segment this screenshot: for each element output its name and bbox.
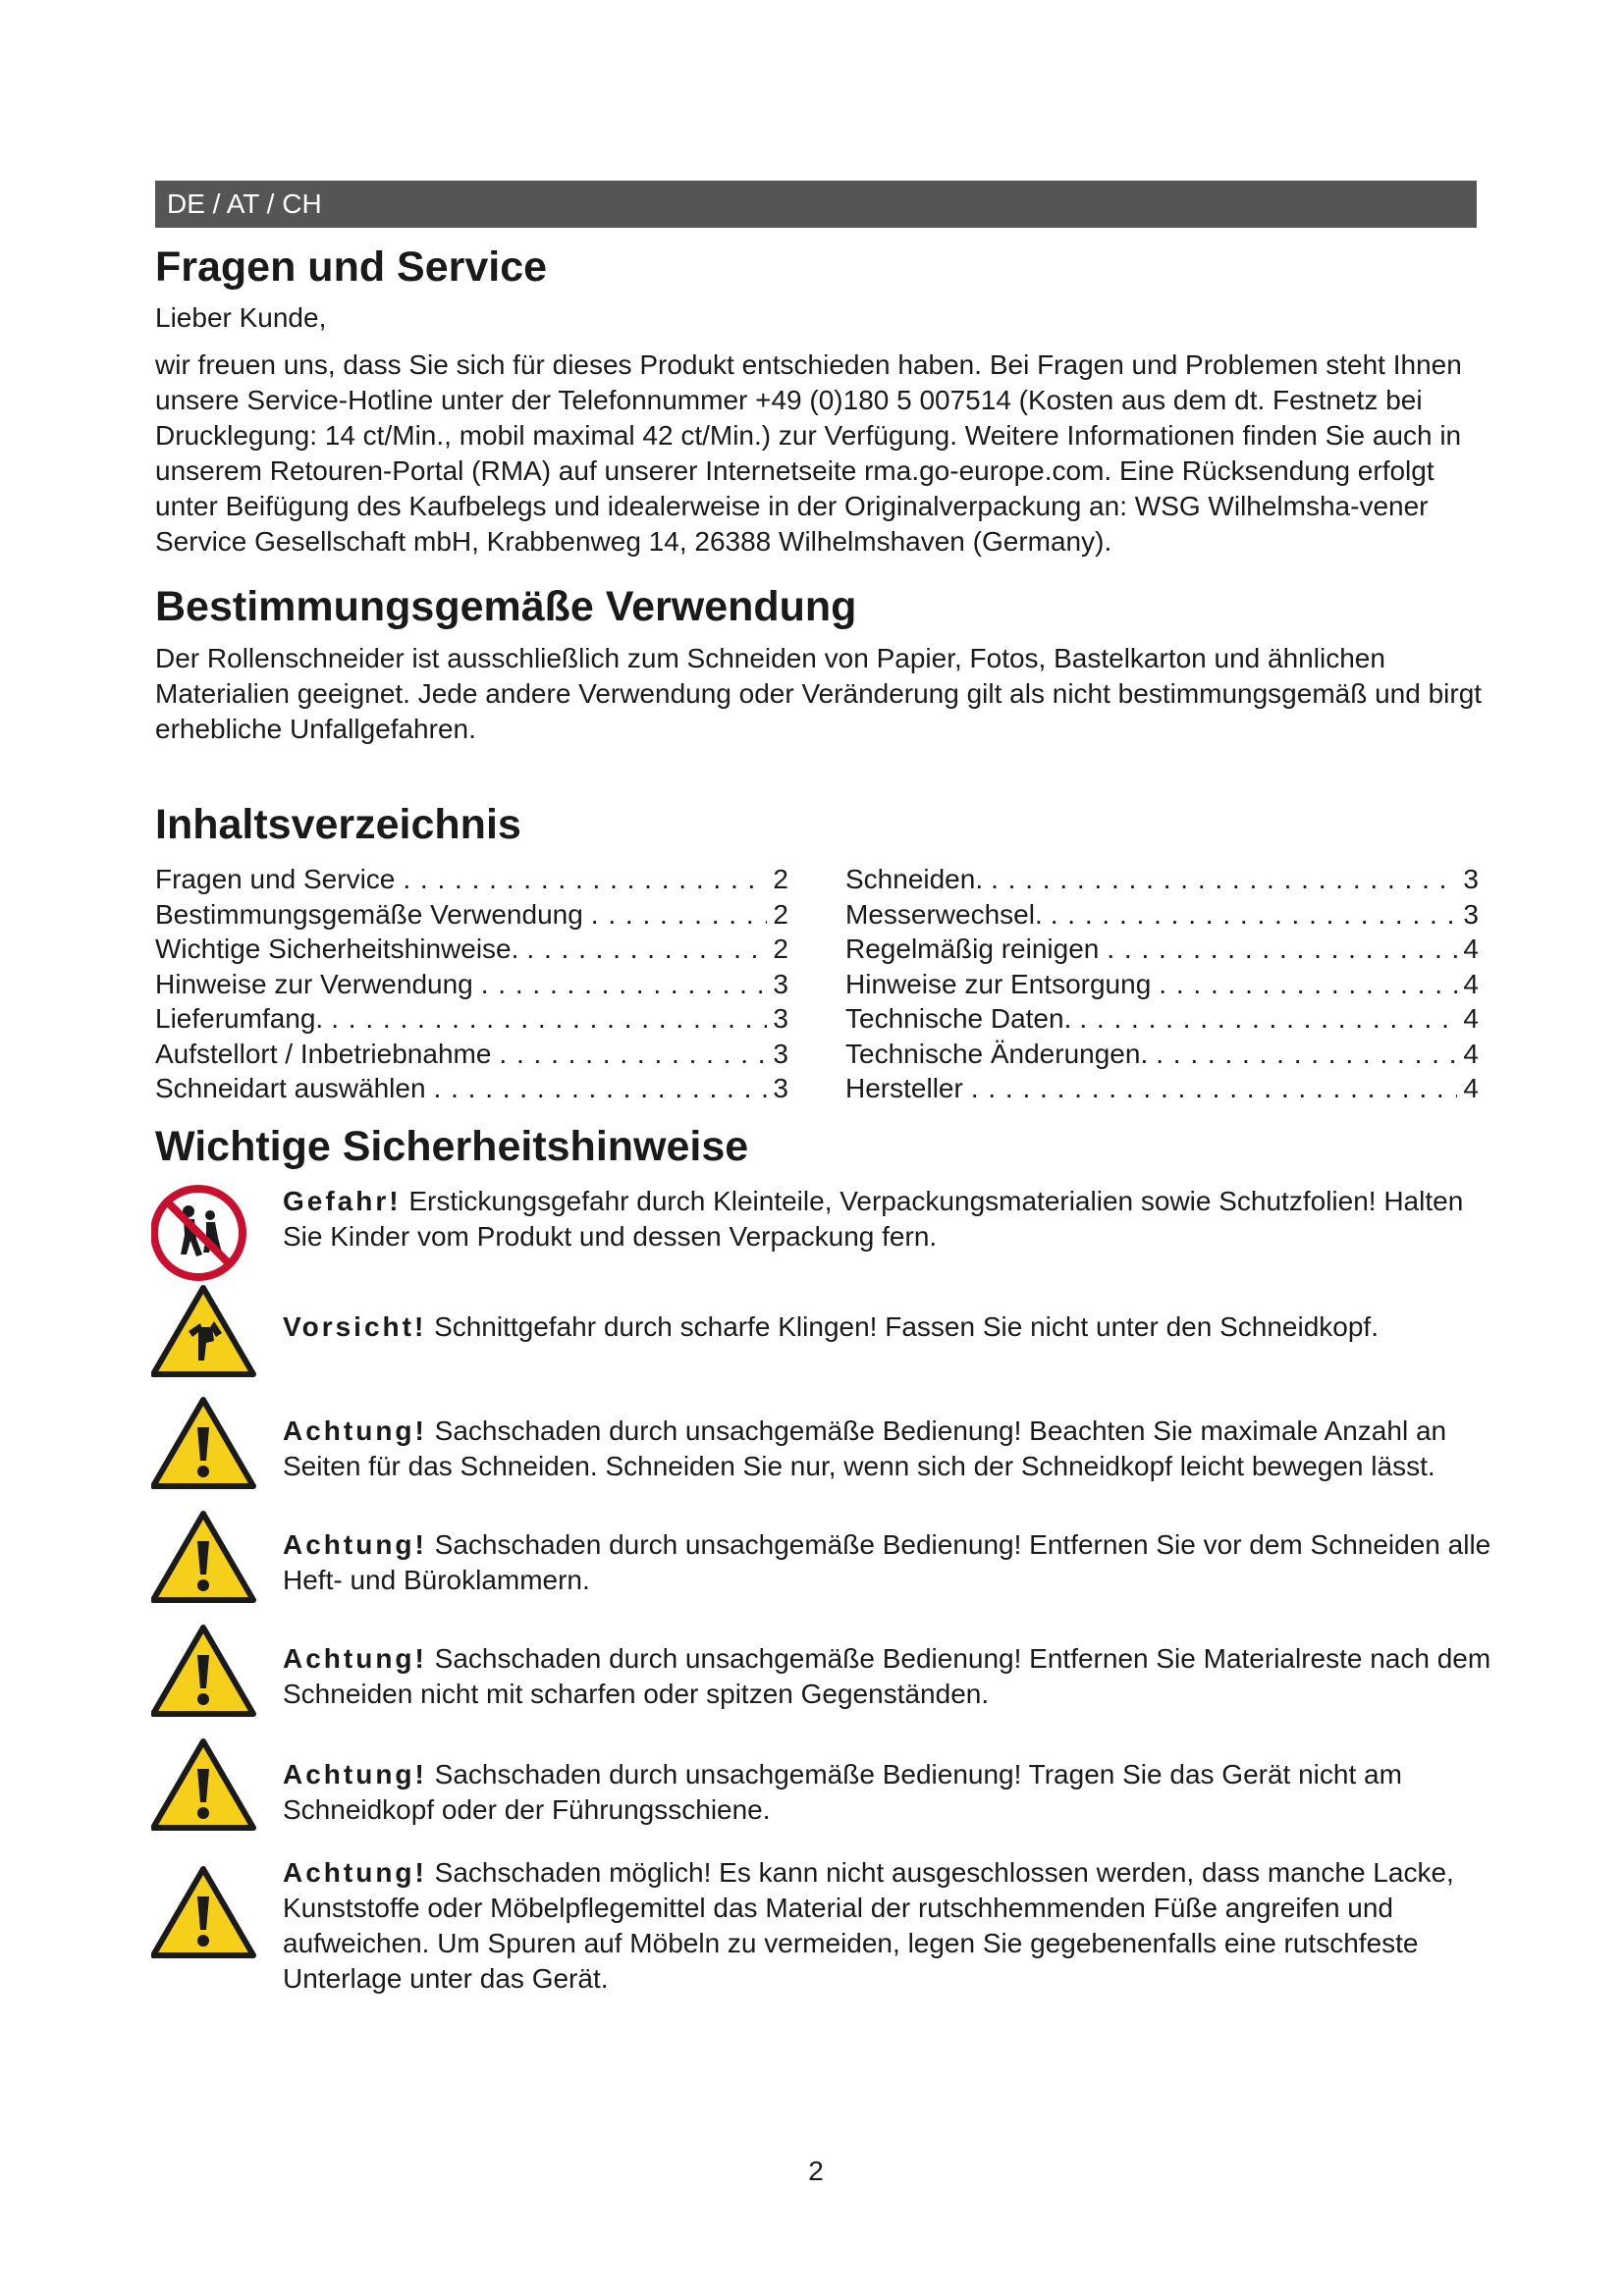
warning-text	[283, 1855, 1500, 1997]
toc-entry[interactable]: Wichtige Sicherheitshinweise. . . . 2	[155, 932, 788, 967]
warning-body: Sachschaden möglich! Es kann nicht ausgeschlossen werden, dass manche Lacke, Kunststoffe oder Möbelpflegemittel das Material der rutschhemmenden Füße angreifen und aufweichen. Um Spuren auf Möbeln zu vermeiden, legen Sie gegebenenfalls eine rutschfeste Unterlage unter das Gerät.	[283, 1857, 1454, 1994]
section-title-safety: Wichtige Sicherheitshinweise	[155, 1123, 749, 1170]
toc-entry[interactable]: Fragen und Service . . . 2	[155, 862, 788, 897]
warning-icon	[151, 1508, 259, 1606]
toc-entry[interactable]: Aufstellort / Inbetriebnahme . . . 3	[155, 1037, 788, 1072]
section-title-usage: Bestimmungsgemäße Verwendung	[155, 583, 857, 630]
warning-body: Erstickungsgefahr durch Kleinteile, Verpackungsmaterialien sowie Schutzfolien! Halten Sie Kinder vom Produkt und dessen Verpackung fern.	[283, 1186, 1464, 1252]
service-body: wir freuen uns, dass Sie sich für dieses Produkt entschieden haben. Bei Fragen und Problemen steht Ihnen unsere Service-Hotline unter der Telefonnummer +49 (0)180 5 007514 (Kosten aus dem dt. Festnetz bei Drucklegung: 14 ct/Min., mobil maximal 42 ct/Min.) zur Verfügung. Weitere Informationen finden Sie auch in unserem Retouren-Portal (RMA) auf unserer Internetseite rma.go-europe.com. Eine Rücksendung erfolgt unter Beifügung des Kaufbelegs und idealerweise in der Originalverpackung an: WSG Wilhelmsha-vener Service Gesellschaft mbH, Krabbenweg 14, 26388 Wilhelmshaven (Germany).	[155, 349, 1462, 557]
toc-entry[interactable]: Messerwechsel. . . . 3	[845, 897, 1479, 933]
warning-label: Achtung!	[283, 1643, 427, 1674]
warning-label: Achtung!	[283, 1759, 427, 1789]
warning-label: Achtung!	[283, 1529, 427, 1560]
toc-entry[interactable]: Lieferumfang. . . . 3	[155, 1001, 788, 1037]
warning-text	[283, 1757, 1500, 1828]
warning-body: Sachschaden durch unsachgemäße Bedienung! Entfernen Sie Materialreste nach dem Schneiden nicht mit scharfen oder spitzen Gegenständen.	[283, 1643, 1491, 1709]
toc-entry[interactable]: Hersteller . . . 4	[845, 1071, 1479, 1106]
warning-icon	[151, 1622, 259, 1720]
warning-icon	[151, 1735, 259, 1834]
cut-hazard-icon	[151, 1282, 259, 1380]
section-title-service: Fragen und Service	[155, 243, 548, 291]
warning-text	[283, 1414, 1500, 1484]
warning-label: Achtung!	[283, 1415, 427, 1446]
warning-body: Schnittgefahr durch scharfe Klingen! Fassen Sie nicht unter den Schneidkopf.	[434, 1311, 1379, 1342]
toc-entry[interactable]: Hinweise zur Entsorgung . . . 4	[845, 967, 1479, 1002]
warning-text	[283, 1527, 1500, 1598]
warning-label: Vorsicht!	[283, 1311, 427, 1342]
warning-body: Sachschaden durch unsachgemäße Bedienung! Beachten Sie maximale Anzahl an Seiten für das Schneiden. Schneiden Sie nur, wenn sich der Schneidkopf leicht bewegen lässt.	[283, 1415, 1447, 1481]
warning-text	[283, 1641, 1500, 1712]
toc-entry[interactable]: Technische Daten. . . . 4	[845, 1001, 1479, 1037]
warning-text	[283, 1309, 1500, 1345]
warning-label: Gefahr!	[283, 1186, 402, 1216]
service-greeting: Lieber Kunde,	[155, 302, 327, 333]
warning-icon	[151, 1863, 259, 1961]
warning-label: Achtung!	[283, 1857, 427, 1888]
warning-text	[283, 1184, 1500, 1255]
toc-column-right	[845, 862, 1479, 1106]
warning-icon	[151, 1394, 259, 1492]
toc-column-left	[155, 862, 788, 1106]
toc-entry[interactable]: Schneiden. . . . 3	[845, 862, 1479, 897]
usage-body: Der Rollenschneider ist ausschließlich zum Schneiden von Papier, Fotos, Bastelkarton und ähnlichen Materialien geeignet. Jede andere Verwendung oder Veränderung gilt als nicht bestimmungsgemäß und birgt erhebliche Unfallgefahren.	[155, 643, 1483, 744]
toc-entry[interactable]: Regelmäßig reinigen . . . 4	[845, 932, 1479, 967]
warning-body: Sachschaden durch unsachgemäße Bedienung! Tragen Sie das Gerät nicht am Schneidkopf oder der Führungsschiene.	[283, 1759, 1402, 1825]
warning-body: Sachschaden durch unsachgemäße Bedienung! Entfernen Sie vor dem Schneiden alle Heft- und Büroklammern.	[283, 1529, 1491, 1595]
page-number: 2	[808, 2156, 824, 2186]
no-children-icon	[151, 1184, 259, 1282]
language-header-bar: DE / AT / CH	[155, 181, 1477, 228]
section-title-toc: Inhaltsverzeichnis	[155, 801, 521, 848]
toc-entry[interactable]: Schneidart auswählen . . . 3	[155, 1071, 788, 1106]
toc-entry[interactable]: Hinweise zur Verwendung . . . 3	[155, 967, 788, 1002]
toc-entry[interactable]: Bestimmungsgemäße Verwendung . . . 2	[155, 897, 788, 933]
toc-entry[interactable]: Technische Änderungen. . . . 4	[845, 1037, 1479, 1072]
